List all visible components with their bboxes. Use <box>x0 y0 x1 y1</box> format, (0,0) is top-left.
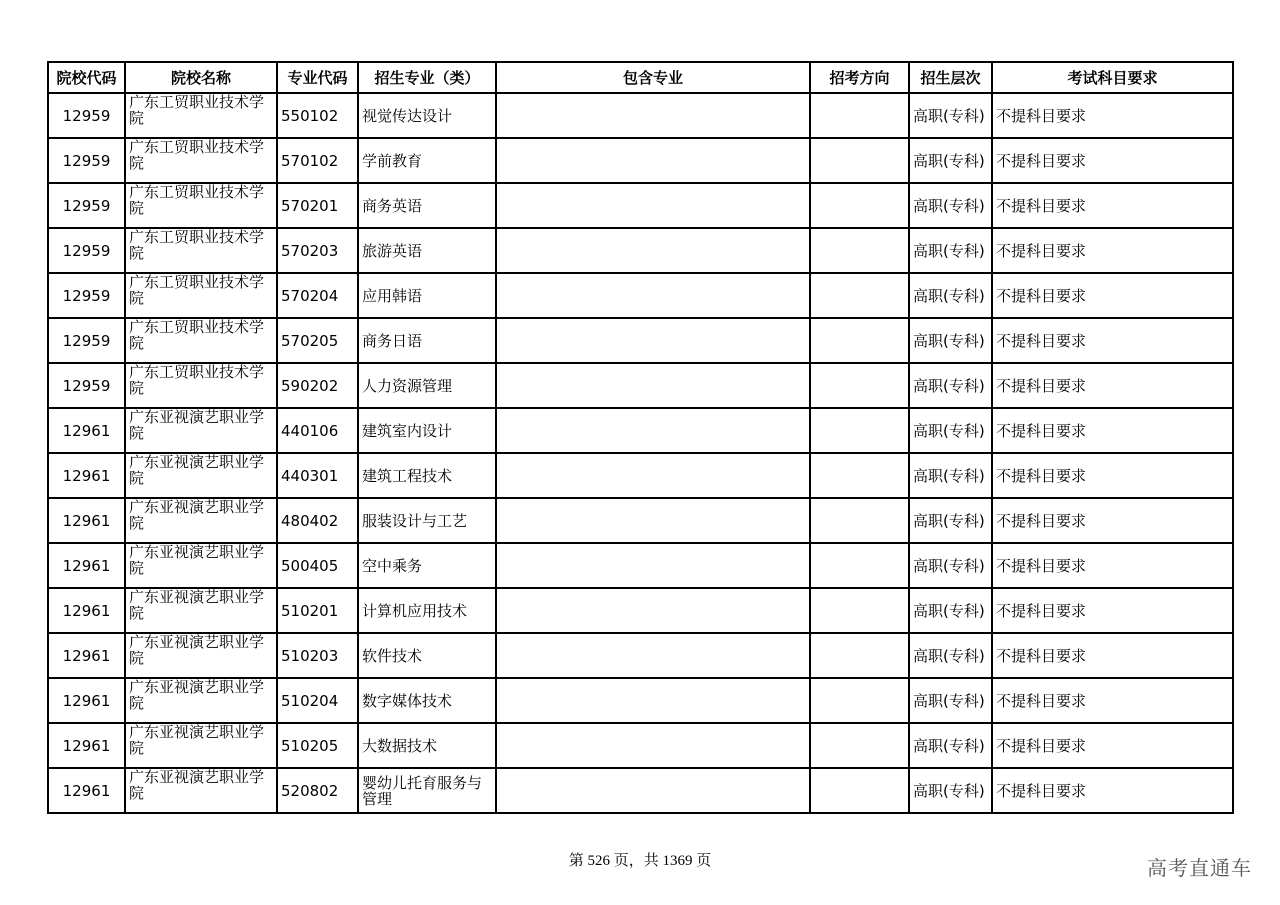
cell-level: 高职(专科) <box>909 678 992 723</box>
cell-school-name: 广东亚视演艺职业学院 <box>125 498 277 543</box>
cell-included-majors <box>496 273 810 318</box>
cell-school-name: 广东亚视演艺职业学院 <box>125 723 277 768</box>
cell-major: 空中乘务 <box>358 543 496 588</box>
table-row <box>48 498 1233 543</box>
cell-level: 高职(专科) <box>909 723 992 768</box>
cell-level: 高职(专科) <box>909 228 992 273</box>
cell-major-code: 570204 <box>277 273 358 318</box>
cell-major: 旅游英语 <box>358 228 496 273</box>
cell-major-code: 570205 <box>277 318 358 363</box>
header-included-majors: 包含专业 <box>496 62 810 93</box>
cell-included-majors <box>496 183 810 228</box>
cell-major-code: 570102 <box>277 138 358 183</box>
cell-requirement: 不提科目要求 <box>992 183 1233 228</box>
cell-school-code: 12961 <box>48 543 125 588</box>
cell-major-code: 500405 <box>277 543 358 588</box>
cell-level: 高职(专科) <box>909 543 992 588</box>
header-requirement: 考试科目要求 <box>992 62 1233 93</box>
cell-major: 建筑工程技术 <box>358 453 496 498</box>
cell-major: 商务日语 <box>358 318 496 363</box>
table-row <box>48 183 1233 228</box>
cell-school-code: 12959 <box>48 318 125 363</box>
cell-major: 服装设计与工艺 <box>358 498 496 543</box>
table-row <box>48 723 1233 768</box>
cell-direction <box>810 723 909 768</box>
cell-requirement: 不提科目要求 <box>992 453 1233 498</box>
cell-included-majors <box>496 633 810 678</box>
cell-level: 高职(专科) <box>909 183 992 228</box>
cell-included-majors <box>496 363 810 408</box>
cell-school-code: 12959 <box>48 183 125 228</box>
cell-requirement: 不提科目要求 <box>992 93 1233 138</box>
cell-major-code: 570201 <box>277 183 358 228</box>
cell-major-code: 440301 <box>277 453 358 498</box>
table-row <box>48 228 1233 273</box>
cell-school-name: 广东工贸职业技术学院 <box>125 228 277 273</box>
cell-major-code: 510205 <box>277 723 358 768</box>
header-direction: 招考方向 <box>810 62 909 93</box>
cell-direction <box>810 183 909 228</box>
cell-requirement: 不提科目要求 <box>992 408 1233 453</box>
header-row <box>48 62 1233 93</box>
cell-direction <box>810 768 909 813</box>
cell-major: 视觉传达设计 <box>358 93 496 138</box>
cell-level: 高职(专科) <box>909 768 992 813</box>
cell-included-majors <box>496 768 810 813</box>
cell-included-majors <box>496 228 810 273</box>
table-row <box>48 408 1233 453</box>
table-row <box>48 678 1233 723</box>
cell-included-majors <box>496 543 810 588</box>
cell-requirement: 不提科目要求 <box>992 588 1233 633</box>
cell-direction <box>810 138 909 183</box>
cell-level: 高职(专科) <box>909 588 992 633</box>
cell-direction <box>810 498 909 543</box>
cell-level: 高职(专科) <box>909 318 992 363</box>
cell-direction <box>810 93 909 138</box>
page-number: 第 526 页，共 1369 页 <box>568 853 712 869</box>
cell-level: 高职(专科) <box>909 363 992 408</box>
cell-school-name: 广东工贸职业技术学院 <box>125 318 277 363</box>
header-major-code: 专业代码 <box>277 62 358 93</box>
cell-major-code: 440106 <box>277 408 358 453</box>
table-row <box>48 588 1233 633</box>
cell-major-code: 550102 <box>277 93 358 138</box>
header-major: 招生专业（类） <box>358 62 496 93</box>
cell-school-code: 12959 <box>48 363 125 408</box>
cell-major-code: 480402 <box>277 498 358 543</box>
cell-school-name: 广东亚视演艺职业学院 <box>125 768 277 813</box>
cell-direction <box>810 543 909 588</box>
watermark: 高考直通车 <box>1147 856 1252 880</box>
cell-school-code: 12961 <box>48 633 125 678</box>
cell-school-name: 广东亚视演艺职业学院 <box>125 588 277 633</box>
cell-direction <box>810 318 909 363</box>
cell-school-code: 12959 <box>48 228 125 273</box>
cell-included-majors <box>496 138 810 183</box>
cell-school-code: 12959 <box>48 273 125 318</box>
cell-major-code: 510201 <box>277 588 358 633</box>
cell-major: 商务英语 <box>358 183 496 228</box>
cell-requirement: 不提科目要求 <box>992 768 1233 813</box>
table-row <box>48 768 1233 813</box>
cell-major: 建筑室内设计 <box>358 408 496 453</box>
cell-requirement: 不提科目要求 <box>992 723 1233 768</box>
cell-major: 计算机应用技术 <box>358 588 496 633</box>
cell-requirement: 不提科目要求 <box>992 228 1233 273</box>
table-row <box>48 543 1233 588</box>
cell-school-code: 12961 <box>48 588 125 633</box>
cell-major: 应用韩语 <box>358 273 496 318</box>
cell-level: 高职(专科) <box>909 633 992 678</box>
cell-school-name: 广东亚视演艺职业学院 <box>125 453 277 498</box>
cell-included-majors <box>496 93 810 138</box>
cell-level: 高职(专科) <box>909 453 992 498</box>
cell-major-code: 520802 <box>277 768 358 813</box>
cell-level: 高职(专科) <box>909 498 992 543</box>
cell-school-code: 12961 <box>48 453 125 498</box>
header-school-name: 院校名称 <box>125 62 277 93</box>
cell-direction <box>810 228 909 273</box>
header-level: 招生层次 <box>909 62 992 93</box>
cell-school-name: 广东亚视演艺职业学院 <box>125 543 277 588</box>
cell-included-majors <box>496 678 810 723</box>
cell-major: 婴幼儿托育服务与管理 <box>358 768 496 813</box>
cell-school-name: 广东工贸职业技术学院 <box>125 363 277 408</box>
cell-requirement: 不提科目要求 <box>992 543 1233 588</box>
header-school-code: 院校代码 <box>48 62 125 93</box>
cell-major-code: 590202 <box>277 363 358 408</box>
cell-major: 人力资源管理 <box>358 363 496 408</box>
cell-school-name: 广东工贸职业技术学院 <box>125 273 277 318</box>
cell-requirement: 不提科目要求 <box>992 318 1233 363</box>
cell-school-code: 12961 <box>48 408 125 453</box>
cell-major-code: 510203 <box>277 633 358 678</box>
table-row <box>48 453 1233 498</box>
cell-included-majors <box>496 723 810 768</box>
cell-direction <box>810 453 909 498</box>
table-row <box>48 318 1233 363</box>
cell-included-majors <box>496 318 810 363</box>
cell-requirement: 不提科目要求 <box>992 633 1233 678</box>
cell-direction <box>810 678 909 723</box>
cell-requirement: 不提科目要求 <box>992 363 1233 408</box>
cell-school-name: 广东亚视演艺职业学院 <box>125 678 277 723</box>
cell-major: 数字媒体技术 <box>358 678 496 723</box>
table-row <box>48 363 1233 408</box>
cell-school-name: 广东亚视演艺职业学院 <box>125 408 277 453</box>
cell-level: 高职(专科) <box>909 138 992 183</box>
table-body <box>48 93 1233 813</box>
cell-level: 高职(专科) <box>909 93 992 138</box>
cell-requirement: 不提科目要求 <box>992 138 1233 183</box>
cell-school-code: 12961 <box>48 723 125 768</box>
cell-direction <box>810 273 909 318</box>
cell-major: 学前教育 <box>358 138 496 183</box>
cell-included-majors <box>496 453 810 498</box>
cell-school-code: 12959 <box>48 93 125 138</box>
table-row <box>48 93 1233 138</box>
cell-included-majors <box>496 588 810 633</box>
cell-school-code: 12961 <box>48 498 125 543</box>
cell-requirement: 不提科目要求 <box>992 678 1233 723</box>
cell-school-code: 12959 <box>48 138 125 183</box>
admissions-table <box>47 61 1234 814</box>
cell-major: 软件技术 <box>358 633 496 678</box>
cell-school-name: 广东工贸职业技术学院 <box>125 183 277 228</box>
cell-major-code: 510204 <box>277 678 358 723</box>
cell-level: 高职(专科) <box>909 273 992 318</box>
cell-school-name: 广东亚视演艺职业学院 <box>125 633 277 678</box>
cell-direction <box>810 408 909 453</box>
cell-direction <box>810 363 909 408</box>
table-row <box>48 633 1233 678</box>
table-row <box>48 138 1233 183</box>
cell-school-code: 12961 <box>48 768 125 813</box>
cell-requirement: 不提科目要求 <box>992 273 1233 318</box>
cell-direction <box>810 588 909 633</box>
cell-included-majors <box>496 408 810 453</box>
cell-direction <box>810 633 909 678</box>
cell-school-name: 广东工贸职业技术学院 <box>125 93 277 138</box>
cell-requirement: 不提科目要求 <box>992 498 1233 543</box>
cell-school-code: 12961 <box>48 678 125 723</box>
cell-major: 大数据技术 <box>358 723 496 768</box>
table-row <box>48 273 1233 318</box>
cell-school-name: 广东工贸职业技术学院 <box>125 138 277 183</box>
cell-level: 高职(专科) <box>909 408 992 453</box>
cell-major-code: 570203 <box>277 228 358 273</box>
cell-included-majors <box>496 498 810 543</box>
